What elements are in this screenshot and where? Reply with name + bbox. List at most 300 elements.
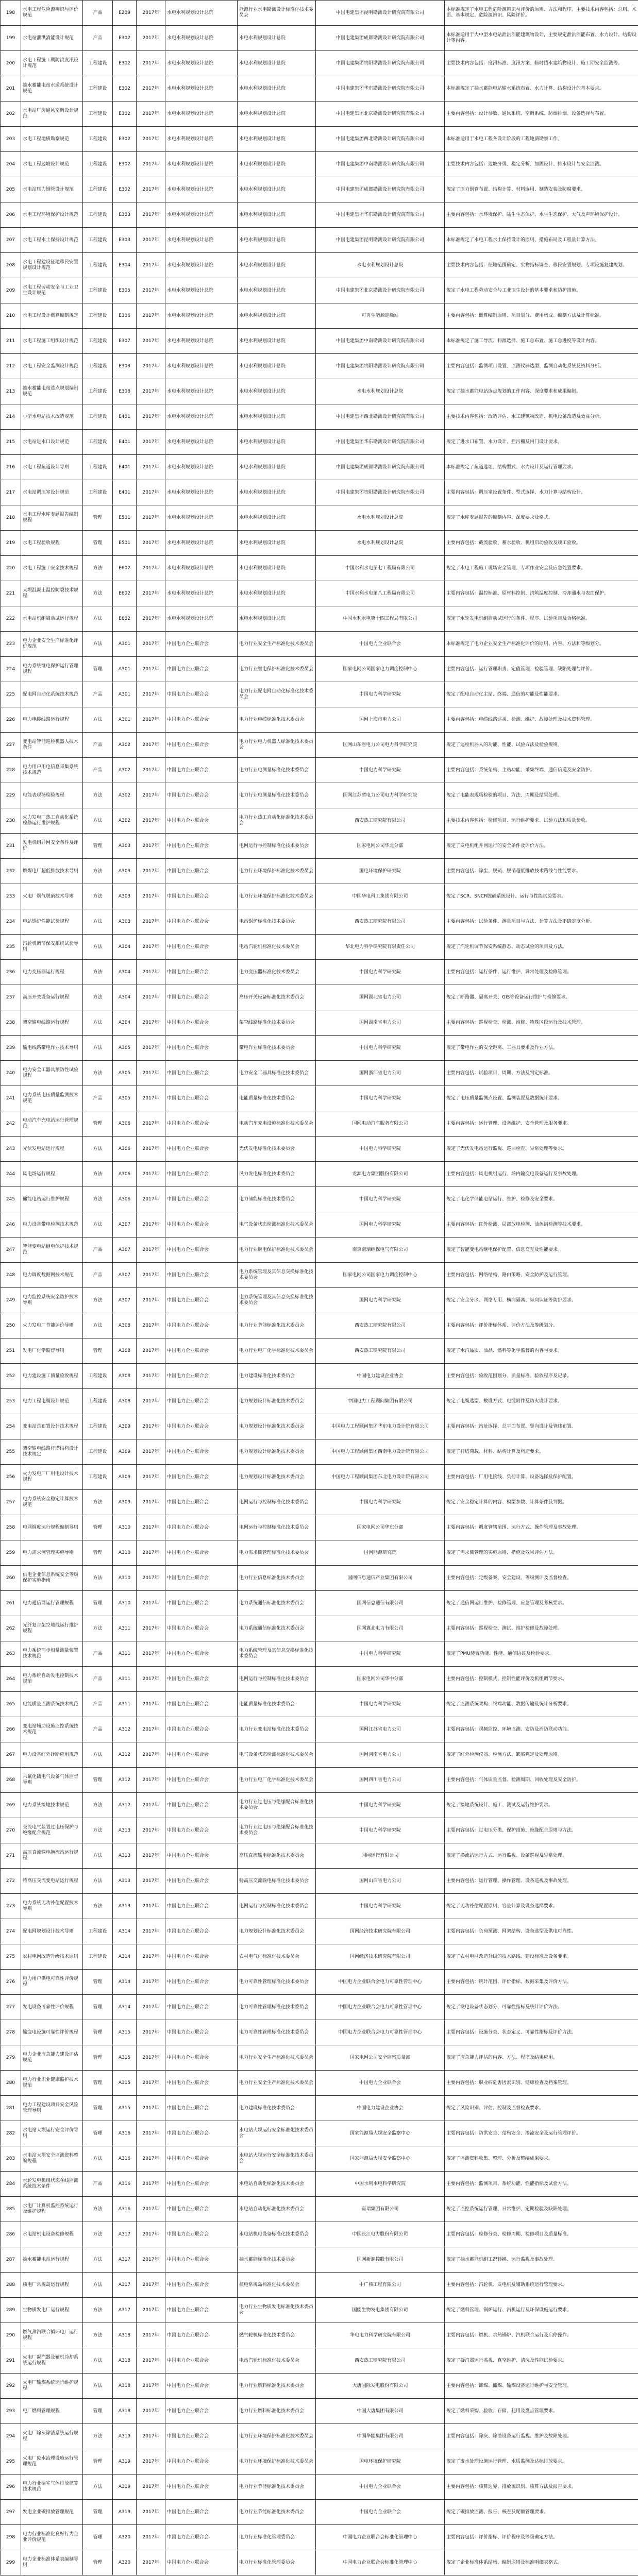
drafting-unit: 中国电建集团西北勘测设计研究院有限公司 (316, 404, 445, 430)
standard-name: 水电站厂房通风空调设计规范 (21, 101, 83, 127)
standard-category: 方法 (83, 632, 113, 657)
standard-year: 2017年 (137, 657, 165, 682)
standard-year: 2017年 (137, 354, 165, 379)
drafting-unit: 西安热工研究院有限公司 (316, 1338, 445, 1364)
table-row (1, 1439, 638, 1465)
row-number: 229 (1, 783, 21, 808)
drafting-unit: 中国电力科学研究院 (316, 1187, 445, 1212)
row-number: 288 (1, 2273, 21, 2298)
standard-category: 方法 (83, 1894, 113, 1919)
drafting-unit: 国网山西省电力公司 (316, 1869, 445, 1894)
technical-content: 规定了水库专题报告的编制内容、深度要求及格式。 (445, 505, 638, 531)
table-row (1, 152, 638, 177)
standard-year: 2017年 (137, 1465, 165, 1490)
standard-category: 方法 (83, 1010, 113, 1036)
drafting-unit: 国网江苏省电力公司电力科学研究院 (316, 783, 445, 808)
drafting-unit: 中国电力科学研究院 (316, 1490, 445, 1515)
standard-category: 管理 (83, 2500, 113, 2525)
technical-content: 主要内容包括：设施分类、状态定义、可靠性指标及评价方法。 (445, 2020, 638, 2045)
standard-category: 方法 (83, 1818, 113, 1843)
row-number: 249 (1, 1288, 21, 1313)
standard-category: 工程建设 (83, 303, 113, 329)
row-number: 264 (1, 1667, 21, 1692)
technical-content: 主要内容包括：温控标准、原材料控制、浇筑温度控制、冷却通水与表面保护。 (445, 581, 638, 606)
technical-committee: 电力规划设计标准化技术委员会 (238, 1465, 316, 1490)
standard-category: 管理 (83, 657, 113, 682)
technical-content: 规定了安全稳定计算的内容、模型参数、计算条件及判据。 (445, 1490, 638, 1515)
drafting-unit: 中国电建集团中南勘测设计研究院有限公司 (316, 329, 445, 354)
standard-year: 2017年 (137, 1566, 165, 1591)
standard-name: 核电厂常规岛运行规程 (21, 2273, 83, 2298)
technical-content: 主要技术内容包括：征地范围确定、实物指标调查、移民安置规划、专项设施复建规划。 (445, 253, 638, 278)
table-row (1, 1742, 638, 1768)
row-number: 281 (1, 2096, 21, 2121)
drafting-unit: 中国电力企业联合会 (316, 2071, 445, 2096)
table-row (1, 2374, 638, 2399)
responsible-organization: 水电水利规划设计总院 (165, 152, 238, 177)
responsible-organization: 中国电力企业联合会 (165, 1187, 238, 1212)
standard-code: E501 (113, 505, 137, 531)
table-row (1, 177, 638, 202)
standard-year: 2017年 (137, 1667, 165, 1692)
technical-committee: 电力可靠性管理标准化技术委员会 (238, 1970, 316, 1995)
table-row (1, 2121, 638, 2146)
drafting-unit: 中国电建集团华东勘测设计研究院有限公司 (316, 430, 445, 455)
standard-category: 产品 (83, 1667, 113, 1692)
table-row (1, 1970, 638, 1995)
standard-category: 产品 (83, 682, 113, 707)
standard-name: 储能电站运行维护规程 (21, 1187, 83, 1212)
standard-code: A314 (113, 1970, 137, 1995)
standard-name: 火力发电厂厂用电设计技术规程 (21, 1465, 83, 1490)
standard-name: 水电工程劳动安全与工业卫生设计规范 (21, 278, 83, 303)
standard-code: E308 (113, 354, 137, 379)
technical-committee: 电力行业电缆标准化技术委员会 (238, 707, 316, 733)
table-row (1, 808, 638, 834)
row-number: 254 (1, 1414, 21, 1439)
standard-name: 电力通信网运行管理规程 (21, 1591, 83, 1616)
drafting-unit: 国网运行有限公司 (316, 1843, 445, 1869)
standard-code: A314 (113, 1944, 137, 1970)
standard-name: 架空输电线路杆塔结构设计技术规定 (21, 1439, 83, 1465)
technical-content: 主要内容包括：试验项目、周期、方法及判定标准。 (445, 1061, 638, 1086)
responsible-organization: 中国电力企业联合会 (165, 1111, 238, 1137)
drafting-unit: 中国电力科学研究院 (316, 1036, 445, 1061)
drafting-unit: 中国电力工程顾问集团西南电力设计院有限公司 (316, 1439, 445, 1465)
responsible-organization: 中国电力企业联合会 (165, 1616, 238, 1641)
standard-code: A317 (113, 2298, 137, 2323)
standard-year: 2017年 (137, 1010, 165, 1036)
standard-year: 2017年 (137, 404, 165, 430)
row-number: 246 (1, 1212, 21, 1238)
standard-category: 方法 (83, 606, 113, 632)
drafting-unit: 水电水利规划设计总院 (316, 379, 445, 404)
standard-year: 2017年 (137, 884, 165, 909)
standard-year: 2017年 (137, 2525, 165, 2550)
table-row (1, 379, 638, 404)
drafting-unit: 中国电力企业联合会电力可靠性管理中心 (316, 2020, 445, 2045)
standard-code: A308 (113, 1313, 137, 1338)
responsible-organization: 中国电力企业联合会 (165, 960, 238, 985)
drafting-unit: 中国电建集团华东勘测设计研究院有限公司 (316, 202, 445, 228)
standard-category: 管理 (83, 505, 113, 531)
technical-committee: 水电水利规划设计总院 (238, 455, 316, 480)
standard-name: 电力系统电压质量监测技术规范 (21, 1086, 83, 1111)
standard-code: A312 (113, 1742, 137, 1768)
responsible-organization: 水电水利规划设计总院 (165, 480, 238, 505)
standard-code: A314 (113, 1919, 137, 1944)
technical-content: 主要内容包括：系统架构、主站功能、采集终端、通信信道及安全防护。 (445, 758, 638, 783)
technical-content: 规定了企业标准体系结构、编制原则及标准明细表格式。 (445, 2550, 638, 2575)
technical-content: 规定了监测系统架构、终端功能、数据传输及统计分析要求。 (445, 1692, 638, 1717)
standard-code: E401 (113, 455, 137, 480)
technical-content: 主要内容包括：风电机组运行、场内输变电设备运行及事故处理。 (445, 1162, 638, 1187)
standard-year: 2017年 (137, 1086, 165, 1111)
table-row (1, 985, 638, 1010)
table-row (1, 2424, 638, 2449)
standard-category: 方法 (83, 1742, 113, 1768)
technical-committee: 电气设备状态检测标准化技术委员会 (238, 1212, 316, 1238)
table-row (1, 632, 638, 657)
standard-code: A315 (113, 2020, 137, 2045)
standard-name: 电厂燃料管理规程 (21, 2399, 83, 2424)
standard-code: E401 (113, 404, 137, 430)
technical-committee: 电力行业环境保护标准化技术委员会 (238, 2424, 316, 2449)
table-row (1, 505, 638, 531)
standard-code: A302 (113, 808, 137, 834)
responsible-organization: 中国电力企业联合会 (165, 1843, 238, 1869)
standard-year: 2017年 (137, 1515, 165, 1540)
responsible-organization: 中国电力企业联合会 (165, 1692, 238, 1717)
row-number: 256 (1, 1465, 21, 1490)
standard-name: 燃气蒸汽联合循环电厂运行规程 (21, 2323, 83, 2348)
standard-name: 输变电设施可靠性评价规程 (21, 2020, 83, 2045)
responsible-organization: 水电水利规划设计总院 (165, 531, 238, 556)
drafting-unit: 中国电力科学研究院 (316, 1894, 445, 1919)
technical-content: 主要内容包括：网络结构、路由策略、安全防护及运行管理。 (445, 1263, 638, 1288)
standard-name: 电力企业标准体系表编制导则 (21, 2550, 83, 2575)
standard-category: 方法 (83, 909, 113, 935)
standard-code: A310 (113, 1515, 137, 1540)
standard-code: A309 (113, 1465, 137, 1490)
technical-committee: 电力规划设计标准化技术委员会 (238, 1919, 316, 1944)
standard-category: 工程建设 (83, 278, 113, 303)
row-number: 228 (1, 758, 21, 783)
standard-year: 2017年 (137, 480, 165, 505)
responsible-organization: 中国电力企业联合会 (165, 1010, 238, 1036)
responsible-organization: 中国电力企业联合会 (165, 1540, 238, 1566)
drafting-unit: 中国电建集团贵阳勘测设计研究院有限公司 (316, 480, 445, 505)
standard-code: A317 (113, 2273, 137, 2298)
standard-code: A317 (113, 2247, 137, 2273)
standard-code: E602 (113, 606, 137, 632)
responsible-organization: 中国电力企业联合会 (165, 1465, 238, 1490)
drafting-unit: 国网电动汽车服务有限公司 (316, 1111, 445, 1137)
standard-year: 2017年 (137, 1894, 165, 1919)
technical-committee: 电力可靠性管理标准化技术委员会 (238, 2020, 316, 2045)
row-number: 258 (1, 1515, 21, 1540)
table-row (1, 430, 638, 455)
standard-code: A311 (113, 1667, 137, 1692)
technical-content: 规定了进水口布置、水力设计、拦污栅及闸门设计要求。 (445, 430, 638, 455)
standard-name: 水电站机电设备检修规程 (21, 2222, 83, 2247)
technical-content: 主要技术内容包括：检修项目、运行维护要求、试验方法和质量验收。 (445, 808, 638, 834)
technical-committee: 电力行业生物质发电标准化技术委员会 (238, 2298, 316, 2323)
row-number: 292 (1, 2374, 21, 2399)
standard-year: 2017年 (137, 1742, 165, 1768)
standard-year: 2017年 (137, 707, 165, 733)
standard-year: 2017年 (137, 2121, 165, 2146)
standard-year: 2017年 (137, 76, 165, 101)
drafting-unit: 国网山东省电力公司电力科学研究院 (316, 733, 445, 758)
standard-name: 电力电缆线路运行规程 (21, 707, 83, 733)
technical-committee: 电力行业环境保护标准化技术委员会 (238, 2449, 316, 2475)
standard-name: 水电站机组启动试运行规程 (21, 606, 83, 632)
standard-name: 农村电网改造升级技术原则 (21, 1944, 83, 1970)
table-row (1, 2020, 638, 2045)
standard-name: 水电工程环境保护设计规范 (21, 202, 83, 228)
responsible-organization: 水电水利规划设计总院 (165, 26, 238, 51)
row-number: 233 (1, 884, 21, 909)
standard-year: 2017年 (137, 1364, 165, 1389)
technical-committee: 电力系统管理及其信息交换标准化技术委员会 (238, 1263, 316, 1288)
standard-year: 2017年 (137, 1692, 165, 1717)
technical-content: 规定了需求侧管理的实施原则、措施及效果评估方法。 (445, 1540, 638, 1566)
standard-name: 火电厂烟气脱硝技术导则 (21, 884, 83, 909)
standard-code: E303 (113, 202, 137, 228)
technical-committee: 水电水利规划设计总院 (238, 278, 316, 303)
row-number: 217 (1, 480, 21, 505)
table-row (1, 1086, 638, 1111)
row-number: 202 (1, 101, 21, 127)
standard-code: A305 (113, 1036, 137, 1061)
row-number: 282 (1, 2121, 21, 2146)
technical-committee: 电网运行与控制标准化技术委员会 (238, 1515, 316, 1540)
standard-name: 电力企业安全生产标准化评价规范 (21, 632, 83, 657)
standard-code: A302 (113, 733, 137, 758)
standard-name: 电力行业职业健康监护技术规范 (21, 2071, 83, 2096)
responsible-organization: 中国电力企业联合会 (165, 1162, 238, 1187)
standard-category: 管理 (83, 1591, 113, 1616)
technical-committee: 电力行业燃料标准化技术委员会 (238, 2399, 316, 2424)
drafting-unit: 中国电力企业联合会 (316, 2475, 445, 2500)
technical-committee: 水电站大坝运行安全标准化技术委员会 (238, 2121, 316, 2146)
standard-code: A316 (113, 2121, 137, 2146)
responsible-organization: 中国电力企业联合会 (165, 2146, 238, 2172)
technical-content: 规定了燃料采购、验收、存储、耗用及盘点管理要求。 (445, 2399, 638, 2424)
standard-year: 2017年 (137, 909, 165, 935)
drafting-unit: 西安热工研究院有限公司 (316, 808, 445, 834)
table-row (1, 329, 638, 354)
table-row (1, 1641, 638, 1667)
responsible-organization: 中国电力企业联合会 (165, 2475, 238, 2500)
technical-committee: 电力建设标准化技术委员会 (238, 1364, 316, 1389)
responsible-organization: 中国电力企业联合会 (165, 985, 238, 1010)
standard-name: 水电站进水口设计规范 (21, 430, 83, 455)
technical-committee: 电力行业电测量标准化技术委员会 (238, 783, 316, 808)
technical-committee: 水电水利规划设计总院 (238, 76, 316, 101)
technical-committee: 水电水利规划设计总院 (238, 228, 316, 253)
standard-code: A309 (113, 1414, 137, 1439)
technical-content: 规定了带电作业的安全距离、工器具要求及作业方法。 (445, 1036, 638, 1061)
technical-committee: 水电站机电设备标准化技术委员会 (238, 2222, 316, 2247)
technical-content: 主要内容包括：巡视检查、检测、维修、特殊区段运行及技术管理。 (445, 1010, 638, 1036)
standard-year: 2017年 (137, 278, 165, 303)
row-number: 230 (1, 808, 21, 834)
standard-name: 配电网规划设计技术导则 (21, 1919, 83, 1944)
standard-name: 电力行业温室气体排放核算技术规范 (21, 2475, 83, 2500)
table-row (1, 1818, 638, 1843)
standard-code: E401 (113, 480, 137, 505)
responsible-organization: 中国电力企业联合会 (165, 2273, 238, 2298)
technical-committee: 水电水利规划设计总院 (238, 177, 316, 202)
drafting-unit: 南京南瑞继保电气有限公司 (316, 1238, 445, 1263)
standard-year: 2017年 (137, 808, 165, 834)
technical-committee: 电力系统通信标准化技术委员会 (238, 1616, 316, 1641)
row-number: 207 (1, 228, 21, 253)
standard-name: 电力需求侧管理实施导则 (21, 1540, 83, 1566)
drafting-unit: 中国电力企业联合会标准化管理中心 (316, 2550, 445, 2575)
row-number: 267 (1, 1742, 21, 1768)
row-number: 270 (1, 1818, 21, 1843)
responsible-organization: 中国电力企业联合会 (165, 1238, 238, 1263)
standard-category: 管理 (83, 1995, 113, 2020)
standard-category: 工程建设 (83, 253, 113, 278)
technical-content: 主要内容包括：定级备案、安全建设、等级测评及监督检查。 (445, 1566, 638, 1591)
standard-code: A318 (113, 2348, 137, 2374)
technical-content: 主要内容包括：视频监控、环境监测、安防及消防联动功能。 (445, 1717, 638, 1742)
drafting-unit: 中国电建集团成都勘测设计研究院有限公司 (316, 26, 445, 51)
technical-content: 规定了光伏发电站运行监视、巡回检查、异常处理等要求。 (445, 1137, 638, 1162)
standard-category: 方法 (83, 707, 113, 733)
standard-year: 2017年 (137, 1641, 165, 1667)
technical-content: 主要内容包括：巡视检查、测试、维护检修及故障处理。 (445, 1616, 638, 1641)
standard-year: 2017年 (137, 859, 165, 884)
standard-category: 方法 (83, 859, 113, 884)
table-row (1, 455, 638, 480)
technical-content: 主要内容包括：负荷预测、网架结构、设备选型及供电可靠性。 (445, 1919, 638, 1944)
row-number: 263 (1, 1641, 21, 1667)
row-number: 206 (1, 202, 21, 228)
responsible-organization: 中国电力企业联合会 (165, 1768, 238, 1793)
row-number: 231 (1, 834, 21, 859)
standard-category: 工程建设 (83, 1919, 113, 1944)
responsible-organization: 中国电力企业联合会 (165, 2323, 238, 2348)
standard-category: 方法 (83, 1566, 113, 1591)
standard-year: 2017年 (137, 2424, 165, 2449)
standard-name: 电站锅炉性能试验规程 (21, 909, 83, 935)
standard-code: A309 (113, 1490, 137, 1515)
table-row (1, 1793, 638, 1818)
standard-year: 2017年 (137, 1212, 165, 1238)
row-number: 219 (1, 531, 21, 556)
standard-category: 工程建设 (83, 354, 113, 379)
row-number: 268 (1, 1768, 21, 1793)
drafting-unit: 中国华电科工集团有限公司 (316, 884, 445, 909)
row-number: 232 (1, 859, 21, 884)
standard-name: 水电站调压室设计规范 (21, 480, 83, 505)
standard-code: E302 (113, 51, 137, 76)
technical-content: 规定了汽轮机调节保安系统静态、动态试验的项目及方法。 (445, 935, 638, 960)
responsible-organization: 水电水利规划设计总院 (165, 76, 238, 101)
technical-content: 规定了接地系统设计、施工、测试及运行维护要求。 (445, 1793, 638, 1818)
standard-name: 电动汽车充电站运行管理规范 (21, 1111, 83, 1137)
standard-category: 产品 (83, 1692, 113, 1717)
standard-code: A316 (113, 2197, 137, 2222)
responsible-organization: 水电水利规划设计总院 (165, 455, 238, 480)
table-row (1, 1616, 638, 1641)
standard-category: 管理 (83, 2525, 113, 2550)
drafting-unit: 国电环境保护研究院 (316, 2449, 445, 2475)
standard-category: 方法 (83, 2222, 113, 2247)
table-row (1, 556, 638, 581)
standard-category: 工程建设 (83, 480, 113, 505)
standard-code: A310 (113, 1540, 137, 1566)
table-row (1, 682, 638, 707)
table-row (1, 1566, 638, 1591)
standard-category: 工程建设 (83, 329, 113, 354)
table-row (1, 1364, 638, 1389)
standard-name: 水电工程水土保持设计规范 (21, 228, 83, 253)
standard-category: 方法 (83, 2298, 113, 2323)
drafting-unit: 华北电力科学研究院有限责任公司 (316, 935, 445, 960)
row-number: 248 (1, 1263, 21, 1288)
standard-year: 2017年 (137, 303, 165, 329)
standard-category: 工程建设 (83, 1439, 113, 1465)
technical-content: 规定了水电工程劳动安全与工业卫生设计的基本要求和防护措施。 (445, 278, 638, 303)
table-row (1, 1036, 638, 1061)
responsible-organization: 中国电力企业联合会 (165, 2121, 238, 2146)
standard-category: 工程建设 (83, 202, 113, 228)
standard-category: 工程建设 (83, 430, 113, 455)
row-number: 274 (1, 1919, 21, 1944)
technical-committee: 电力行业配电网自动化标准化技术委员会 (238, 682, 316, 707)
drafting-unit: 国网河南省电力公司 (316, 1742, 445, 1768)
technical-content: 主要内容包括：除灰、除渣设备运行监视、维护及故障处理。 (445, 2424, 638, 2449)
standard-year: 2017年 (137, 783, 165, 808)
drafting-unit: 中国电力工程顾问集团东北电力设计院有限公司 (316, 1465, 445, 1490)
standard-year: 2017年 (137, 682, 165, 707)
technical-committee: 电力需求侧管理标准化技术委员会 (238, 1540, 316, 1566)
standard-name: 大坝混凝土温控防裂技术规程 (21, 581, 83, 606)
standard-code: A303 (113, 909, 137, 935)
technical-committee: 电能质量标准化技术委员会 (238, 1692, 316, 1717)
row-number: 213 (1, 379, 21, 404)
drafting-unit: 中国电力科学研究院 (316, 1641, 445, 1667)
drafting-unit: 中国大唐集团有限公司 (316, 2399, 445, 2424)
drafting-unit: 龙源电力集团股份有限公司 (316, 1162, 445, 1187)
standard-name: 配电网自动化系统技术规范 (21, 682, 83, 707)
row-number: 209 (1, 278, 21, 303)
technical-committee: 架空线路标准化技术委员会 (238, 1010, 316, 1036)
table-row (1, 1768, 638, 1793)
standard-category: 方法 (83, 783, 113, 808)
technical-committee: 水电水利规划设计总院 (238, 556, 316, 581)
table-row (1, 1944, 638, 1970)
standard-name: 水电工程鱼道设计导则 (21, 455, 83, 480)
technical-committee: 电力建设标准化技术委员会 (238, 2096, 316, 2121)
standard-category: 工程建设 (83, 177, 113, 202)
technical-committee: 电力行业电测量标准化技术委员会 (238, 758, 316, 783)
technical-content: 规定了换流站运行方式、运行监视、设备巡视及异常处理。 (445, 1843, 638, 1869)
responsible-organization: 中国电力企业联合会 (165, 2020, 238, 2045)
standard-code: E307 (113, 329, 137, 354)
row-number: 255 (1, 1439, 21, 1465)
standard-code: A313 (113, 1818, 137, 1843)
standard-category: 管理 (83, 834, 113, 859)
standard-code: A315 (113, 2096, 137, 2121)
row-number: 243 (1, 1137, 21, 1162)
